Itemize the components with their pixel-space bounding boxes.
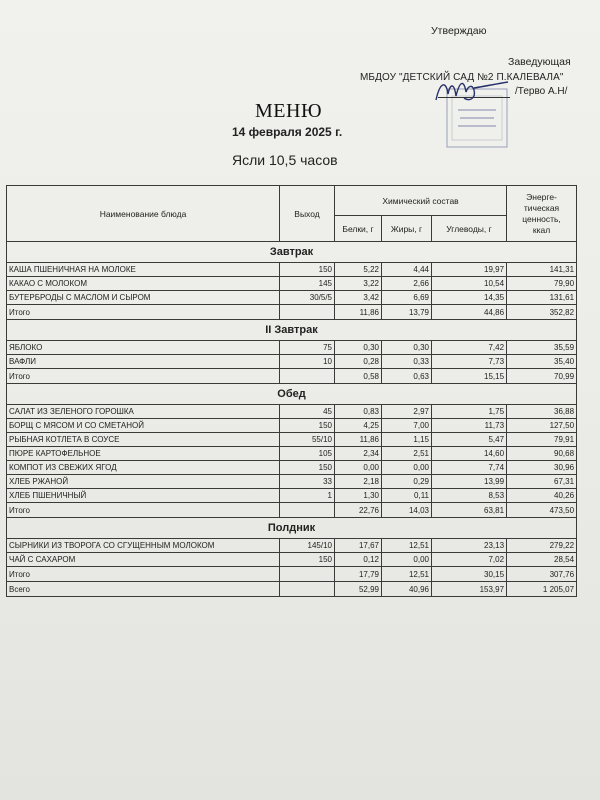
dish-energy: 141,31	[507, 263, 577, 277]
dish-yield: 10	[280, 355, 335, 369]
dish-yield: 150	[280, 461, 335, 475]
table-row	[7, 553, 577, 567]
position-label: Заведующая	[508, 56, 571, 68]
dish-yield: 55/10	[280, 433, 335, 447]
total-row	[7, 305, 577, 320]
total-label: Итого	[7, 369, 280, 384]
dish-fat: 0,00	[382, 461, 432, 475]
total-label: Итого	[7, 503, 280, 518]
dish-energy: 35,40	[507, 355, 577, 369]
dish-name: БУТЕРБРОДЫ С МАСЛОМ И СЫРОМ	[7, 291, 280, 305]
dish-fat: 1,15	[382, 433, 432, 447]
total-protein: 11,86	[335, 305, 382, 320]
signature-name: /Терво А.Н/	[515, 86, 568, 97]
dish-protein: 1,30	[335, 489, 382, 503]
total-carbs: 30,15	[432, 567, 507, 582]
empty-cell	[280, 369, 335, 384]
total-energy: 70,99	[507, 369, 577, 384]
total-label: Итого	[7, 305, 280, 320]
section-breakfast	[7, 242, 577, 320]
grand-total-energy: 1 205,07	[507, 582, 577, 597]
dish-energy: 79,91	[507, 433, 577, 447]
total-fat: 13,79	[382, 305, 432, 320]
dish-energy: 40,26	[507, 489, 577, 503]
section-title: Завтрак	[7, 242, 577, 263]
total-fat: 12,51	[382, 567, 432, 582]
dish-protein: 0,00	[335, 461, 382, 475]
dish-yield: 45	[280, 405, 335, 419]
dish-carbs: 14,60	[432, 447, 507, 461]
approve-label: Утверждаю	[431, 25, 487, 37]
dish-name: БОРЩ С МЯСОМ И СО СМЕТАНОЙ	[7, 419, 280, 433]
table-row	[7, 461, 577, 475]
dish-name: ХЛЕБ ПШЕНИЧНЫЙ	[7, 489, 280, 503]
dish-protein: 4,25	[335, 419, 382, 433]
section-title: Полдник	[7, 518, 577, 539]
dish-name: ПЮРЕ КАРТОФЕЛЬНОЕ	[7, 447, 280, 461]
dish-fat: 0,00	[382, 553, 432, 567]
header-energy-line: ценность,	[522, 213, 561, 224]
dish-name: КОМПОТ ИЗ СВЕЖИХ ЯГОД	[7, 461, 280, 475]
dish-energy: 67,31	[507, 475, 577, 489]
header-energy-line: Энерге-	[526, 191, 557, 202]
dish-protein: 2,34	[335, 447, 382, 461]
dish-carbs: 7,74	[432, 461, 507, 475]
grand-total-label: Всего	[7, 582, 280, 597]
dish-protein: 0,28	[335, 355, 382, 369]
header-protein: Белки, г	[335, 216, 382, 242]
section-title: Обед	[7, 384, 577, 405]
table-row	[7, 475, 577, 489]
total-row	[7, 369, 577, 384]
total-carbs: 15,15	[432, 369, 507, 384]
dish-fat: 2,51	[382, 447, 432, 461]
dish-yield: 145/10	[280, 539, 335, 553]
total-carbs: 63,81	[432, 503, 507, 518]
total-protein: 17,79	[335, 567, 382, 582]
dish-fat: 0,11	[382, 489, 432, 503]
dish-fat: 2,66	[382, 277, 432, 291]
header-energy-line: тическая	[523, 202, 560, 213]
dish-name: РЫБНАЯ КОТЛЕТА В СОУСЕ	[7, 433, 280, 447]
dish-fat: 0,33	[382, 355, 432, 369]
grand-total-protein: 52,99	[335, 582, 382, 597]
dish-carbs: 8,53	[432, 489, 507, 503]
header-carbs: Углеводы, г	[432, 216, 507, 242]
dish-fat: 7,00	[382, 419, 432, 433]
signature-icon	[430, 74, 512, 106]
table-row	[7, 341, 577, 355]
header-yield: Выход	[280, 186, 335, 242]
total-protein: 22,76	[335, 503, 382, 518]
dish-carbs: 11,73	[432, 419, 507, 433]
dish-fat: 4,44	[382, 263, 432, 277]
dish-yield: 75	[280, 341, 335, 355]
dish-carbs: 10,54	[432, 277, 507, 291]
table-row	[7, 405, 577, 419]
dish-energy: 79,90	[507, 277, 577, 291]
dish-protein: 0,12	[335, 553, 382, 567]
menu-table	[6, 185, 577, 597]
section-title: II Завтрак	[7, 320, 577, 341]
table-row	[7, 291, 577, 305]
group-label: Ясли 10,5 часов	[232, 152, 338, 168]
dish-fat: 0,30	[382, 341, 432, 355]
dish-yield: 105	[280, 447, 335, 461]
total-row	[7, 503, 577, 518]
dish-carbs: 7,02	[432, 553, 507, 567]
total-protein: 0,58	[335, 369, 382, 384]
dish-protein: 2,18	[335, 475, 382, 489]
dish-carbs: 7,42	[432, 341, 507, 355]
dish-fat: 2,97	[382, 405, 432, 419]
dish-carbs: 19,97	[432, 263, 507, 277]
dish-yield: 1	[280, 489, 335, 503]
table-row	[7, 277, 577, 291]
dish-carbs: 7,73	[432, 355, 507, 369]
dish-protein: 17,67	[335, 539, 382, 553]
dish-protein: 3,42	[335, 291, 382, 305]
dish-yield: 33	[280, 475, 335, 489]
dish-yield: 150	[280, 263, 335, 277]
total-energy: 352,82	[507, 305, 577, 320]
dish-protein: 11,86	[335, 433, 382, 447]
dish-energy: 35,59	[507, 341, 577, 355]
dish-energy: 36,88	[507, 405, 577, 419]
table-row	[7, 263, 577, 277]
dish-protein: 0,83	[335, 405, 382, 419]
page-title: МЕНЮ	[255, 100, 322, 122]
dish-carbs: 13,99	[432, 475, 507, 489]
header-dish-name: Наименование блюда	[7, 186, 280, 242]
total-fat: 14,03	[382, 503, 432, 518]
header-energy	[507, 186, 577, 242]
total-row	[7, 567, 577, 582]
header-chemical-composition: Химический состав	[335, 186, 507, 216]
dish-name: САЛАТ ИЗ ЗЕЛЕНОГО ГОРОШКА	[7, 405, 280, 419]
dish-fat: 12,51	[382, 539, 432, 553]
dish-energy: 90,68	[507, 447, 577, 461]
dish-yield: 150	[280, 419, 335, 433]
dish-name: СЫРНИКИ ИЗ ТВОРОГА СО СГУЩЕННЫМ МОЛОКОМ	[7, 539, 280, 553]
dish-name: ЯБЛОКО	[7, 341, 280, 355]
section-second-breakfast	[7, 320, 577, 384]
section-afternoon-snack	[7, 518, 577, 597]
table-row	[7, 489, 577, 503]
dish-name: КАКАО С МОЛОКОМ	[7, 277, 280, 291]
empty-cell	[280, 503, 335, 518]
header-fat: Жиры, г	[382, 216, 432, 242]
empty-cell	[280, 305, 335, 320]
grand-total-row	[7, 582, 577, 597]
dish-protein: 5,22	[335, 263, 382, 277]
empty-cell	[280, 582, 335, 597]
organization-name: МБДОУ "ДЕТСКИЙ САД №2 П.КАЛЕВАЛА"	[360, 72, 564, 83]
dish-fat: 0,29	[382, 475, 432, 489]
dish-name: ВАФЛИ	[7, 355, 280, 369]
table-row	[7, 447, 577, 461]
dish-energy: 279,22	[507, 539, 577, 553]
total-energy: 473,50	[507, 503, 577, 518]
dish-name: ХЛЕБ РЖАНОЙ	[7, 475, 280, 489]
dish-protein: 0,30	[335, 341, 382, 355]
dish-carbs: 14,35	[432, 291, 507, 305]
dish-yield: 30/5/5	[280, 291, 335, 305]
table-row	[7, 433, 577, 447]
dish-name: ЧАЙ С САХАРОМ	[7, 553, 280, 567]
dish-carbs: 1,75	[432, 405, 507, 419]
table-row	[7, 539, 577, 553]
dish-protein: 3,22	[335, 277, 382, 291]
total-label: Итого	[7, 567, 280, 582]
total-energy: 307,76	[507, 567, 577, 582]
dish-energy: 127,50	[507, 419, 577, 433]
grand-total-carbs: 153,97	[432, 582, 507, 597]
dish-carbs: 23,13	[432, 539, 507, 553]
dish-name: КАША ПШЕНИЧНАЯ НА МОЛОКЕ	[7, 263, 280, 277]
table-row	[7, 419, 577, 433]
dish-carbs: 5,47	[432, 433, 507, 447]
menu-date: 14 февраля 2025 г.	[232, 125, 343, 139]
dish-yield: 145	[280, 277, 335, 291]
section-lunch	[7, 384, 577, 518]
header-energy-line: ккал	[532, 224, 551, 235]
dish-fat: 6,69	[382, 291, 432, 305]
total-carbs: 44,86	[432, 305, 507, 320]
table-row	[7, 355, 577, 369]
dish-energy: 131,61	[507, 291, 577, 305]
total-fat: 0,63	[382, 369, 432, 384]
empty-cell	[280, 567, 335, 582]
dish-energy: 30,96	[507, 461, 577, 475]
dish-energy: 28,54	[507, 553, 577, 567]
grand-total-fat: 40,96	[382, 582, 432, 597]
dish-yield: 150	[280, 553, 335, 567]
